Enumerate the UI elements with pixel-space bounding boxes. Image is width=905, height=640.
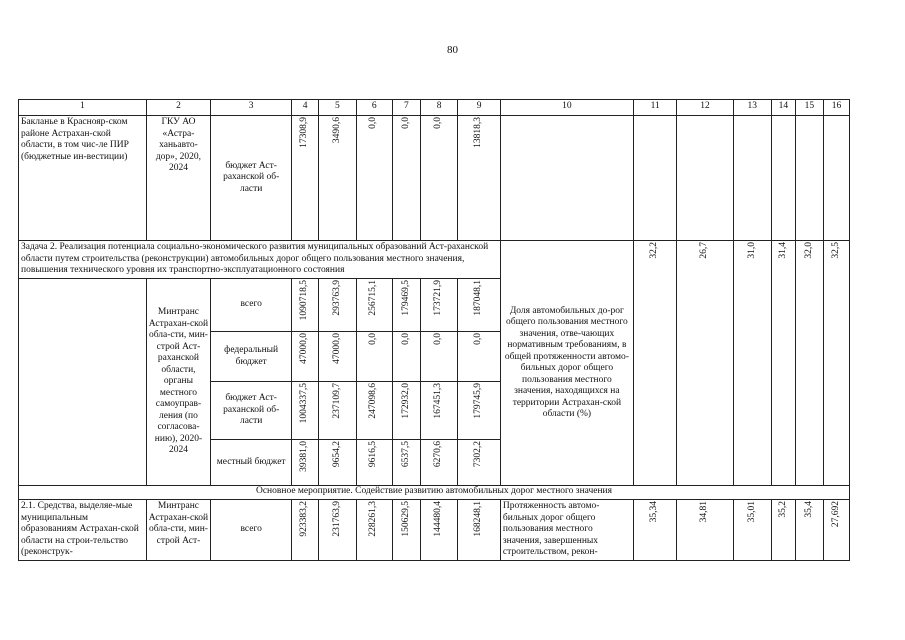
col-number: 1 bbox=[19, 100, 147, 116]
value-cell: 1004337,5 bbox=[299, 383, 310, 424]
value-cell: 0,0 bbox=[433, 333, 444, 345]
value-cell: 0,0 bbox=[368, 333, 379, 345]
col-number: 15 bbox=[795, 100, 823, 116]
indicator-text: Доля автомобильных до-рог общего пользования местного значения, отве-чающих нормативным требованиям, в общей протяженности автомо-бильных дорог общего пользования местного значения, находящихся на территории Астрахан-ской области (%) bbox=[500, 241, 633, 486]
value-cell: 47000,0 bbox=[299, 333, 310, 364]
col-number: 9 bbox=[458, 100, 501, 116]
target-value: 31,4 bbox=[777, 242, 788, 259]
target-value: 32,5 bbox=[830, 242, 841, 259]
value-cell: 179745,9 bbox=[473, 383, 484, 419]
event-name: 2.1. Средства, выделяе-мые муниципальным образованиям Астрахан-ской области на строи-тельство (реконструк- bbox=[19, 500, 147, 561]
value-cell: 0,0 bbox=[368, 117, 379, 129]
target-value: 26,7 bbox=[699, 242, 710, 259]
value-cell: 13818,3 bbox=[473, 117, 484, 148]
value-cell: 150629,5 bbox=[400, 501, 411, 537]
value-cell: 39381,0 bbox=[299, 441, 310, 472]
target-value: 35,4 bbox=[803, 501, 814, 518]
executor: Минтранс Астрахан-ской обла-сти, мин-строй Аст-раханской области, органы местного самоуправ-ления (по согласова-нию), 2020-2024 bbox=[146, 279, 210, 486]
value-cell: 247098,6 bbox=[368, 383, 379, 419]
event-name: Бакланье в Краснояр-ском районе Астрахан-ской области, в том чис-ле ПИР (бюджетные ин-вестиции) bbox=[19, 116, 147, 241]
target-value: 35,2 bbox=[777, 501, 788, 518]
column-number-row bbox=[19, 100, 850, 116]
value-cell: 1090718,5 bbox=[299, 280, 310, 321]
task-title: Задача 2. Реализация потенциала социально-экономического развития муниципальных образований Аст-раханской области путем строительства (реконструкции) автомобильных дорог общего пользования местного значения, повышения технического уровня их транспортно-эксплуатационного состояния bbox=[19, 241, 501, 279]
target-value: 35,01 bbox=[746, 501, 757, 523]
value-cell: 256715,1 bbox=[368, 280, 379, 316]
value-cell: 3490,6 bbox=[331, 117, 342, 144]
main-event-row bbox=[19, 486, 850, 500]
value-cell: 173721,9 bbox=[433, 280, 444, 316]
col-number: 16 bbox=[823, 100, 849, 116]
col-number: 10 bbox=[500, 100, 633, 116]
value-cell: 17308,9 bbox=[299, 117, 310, 148]
value-cell: 167451,3 bbox=[433, 383, 444, 419]
table-row bbox=[19, 500, 850, 561]
col-number: 13 bbox=[733, 100, 771, 116]
value-cell: 6537,5 bbox=[400, 441, 411, 468]
target-value: 35,34 bbox=[649, 501, 660, 523]
value-cell: 0,0 bbox=[400, 333, 411, 345]
col-number: 11 bbox=[633, 100, 677, 116]
value-cell: 9616,5 bbox=[368, 441, 379, 468]
col-number: 3 bbox=[211, 100, 292, 116]
value-cell: 231763,9 bbox=[331, 501, 342, 537]
col-number: 8 bbox=[420, 100, 457, 116]
funding-source: всего bbox=[211, 279, 292, 332]
executor: ГКУ АО «Астра-ханьавто-дор», 2020, 2024 bbox=[146, 116, 210, 241]
target-value: 32,2 bbox=[649, 242, 660, 259]
executor: Минтранс Астрахан-ской обла-сти, мин-строй Аст- bbox=[146, 500, 210, 561]
target-value: 34,81 bbox=[699, 501, 710, 523]
value-cell: 0,0 bbox=[400, 117, 411, 129]
col-number: 14 bbox=[771, 100, 795, 116]
value-cell: 168248,1 bbox=[473, 501, 484, 537]
funding-source: бюджет Аст-раханской об-ласти bbox=[211, 382, 292, 440]
value-cell: 6270,6 bbox=[433, 441, 444, 468]
col-number: 12 bbox=[677, 100, 733, 116]
value-cell: 179469,5 bbox=[400, 280, 411, 316]
main-event-title: Основное мероприятие. Содействие развитию автомобильных дорог местного значения bbox=[19, 486, 850, 500]
value-cell: 923383,2 bbox=[299, 501, 310, 537]
value-cell: 7302,2 bbox=[473, 441, 484, 468]
value-cell: 187048,1 bbox=[473, 280, 484, 316]
value-cell: 144480,4 bbox=[433, 501, 444, 537]
value-cell: 172932,0 bbox=[400, 383, 411, 419]
value-cell: 237109,7 bbox=[331, 383, 342, 419]
value-cell: 9654,2 bbox=[331, 441, 342, 468]
funding-source: местный бюджет bbox=[211, 440, 292, 486]
col-number: 2 bbox=[146, 100, 210, 116]
value-cell: 47000,0 bbox=[331, 333, 342, 364]
col-number: 5 bbox=[319, 100, 356, 116]
page-number: 80 bbox=[447, 44, 458, 56]
funding-source: федеральный бюджет bbox=[211, 332, 292, 382]
funding-source: бюджет Аст-раханской об-ласти bbox=[211, 116, 292, 241]
col-number: 4 bbox=[292, 100, 319, 116]
target-value: 31,0 bbox=[746, 242, 757, 259]
col-number: 7 bbox=[392, 100, 420, 116]
task-row bbox=[19, 241, 850, 279]
table-row bbox=[19, 116, 850, 241]
value-cell: 0,0 bbox=[473, 333, 484, 345]
program-table bbox=[18, 99, 850, 561]
value-cell: 0,0 bbox=[433, 117, 444, 129]
funding-source: всего bbox=[211, 500, 292, 561]
value-cell: 293763,9 bbox=[331, 280, 342, 316]
indicator-text: Протяженность автомо-бильных дорог общего пользования местного значения, завершенных строительством, рекон- bbox=[500, 500, 633, 561]
col-number: 6 bbox=[356, 100, 392, 116]
target-value: 27,692 bbox=[830, 501, 841, 528]
value-cell: 228261,3 bbox=[368, 501, 379, 537]
target-value: 32,0 bbox=[803, 242, 814, 259]
